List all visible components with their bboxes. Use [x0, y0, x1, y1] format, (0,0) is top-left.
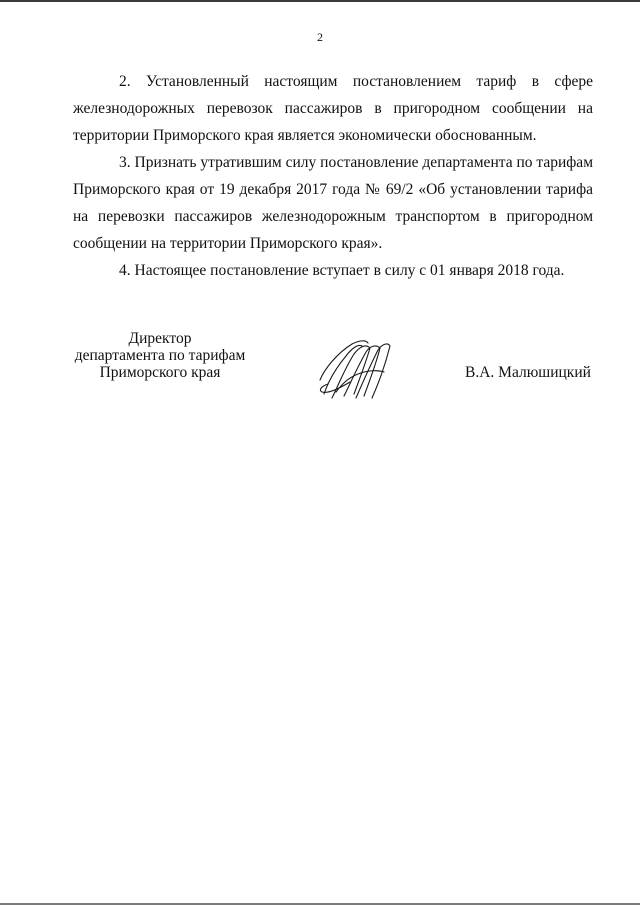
signatory-title-line-2: департамента по тарифам — [74, 347, 246, 364]
document-body — [73, 68, 593, 284]
paragraph-3: 3. Признать утратившим силу постановление департамента по тарифам Приморского края от 19 декабря 2017 года № 69/2 «Об установлении тарифа на перевозки пассажиров железнодорожным транспортом в пригородном сообщении на территории Приморского края». — [73, 154, 593, 252]
signatory-title-line-3: Приморского края — [99, 364, 221, 381]
paragraph-4: 4. Настоящее постановление вступает в силу с 01 января 2018 года. — [119, 262, 565, 279]
signatory-title — [65, 330, 255, 381]
page-number: 2 — [317, 30, 323, 44]
handwritten-signature — [314, 334, 394, 404]
signatory-name: В.А. Малюшицкий — [465, 364, 591, 381]
paragraph-2: 2. Установленный настоящим постановлением тариф в сфере железнодорожных перевозок пассажиров в пригородном сообщении на территории Приморского края является экономически обоснованным. — [73, 73, 593, 144]
signature-block — [0, 330, 640, 410]
scan-edge-top — [0, 0, 640, 2]
signatory-title-line-1: Директор — [128, 330, 192, 347]
